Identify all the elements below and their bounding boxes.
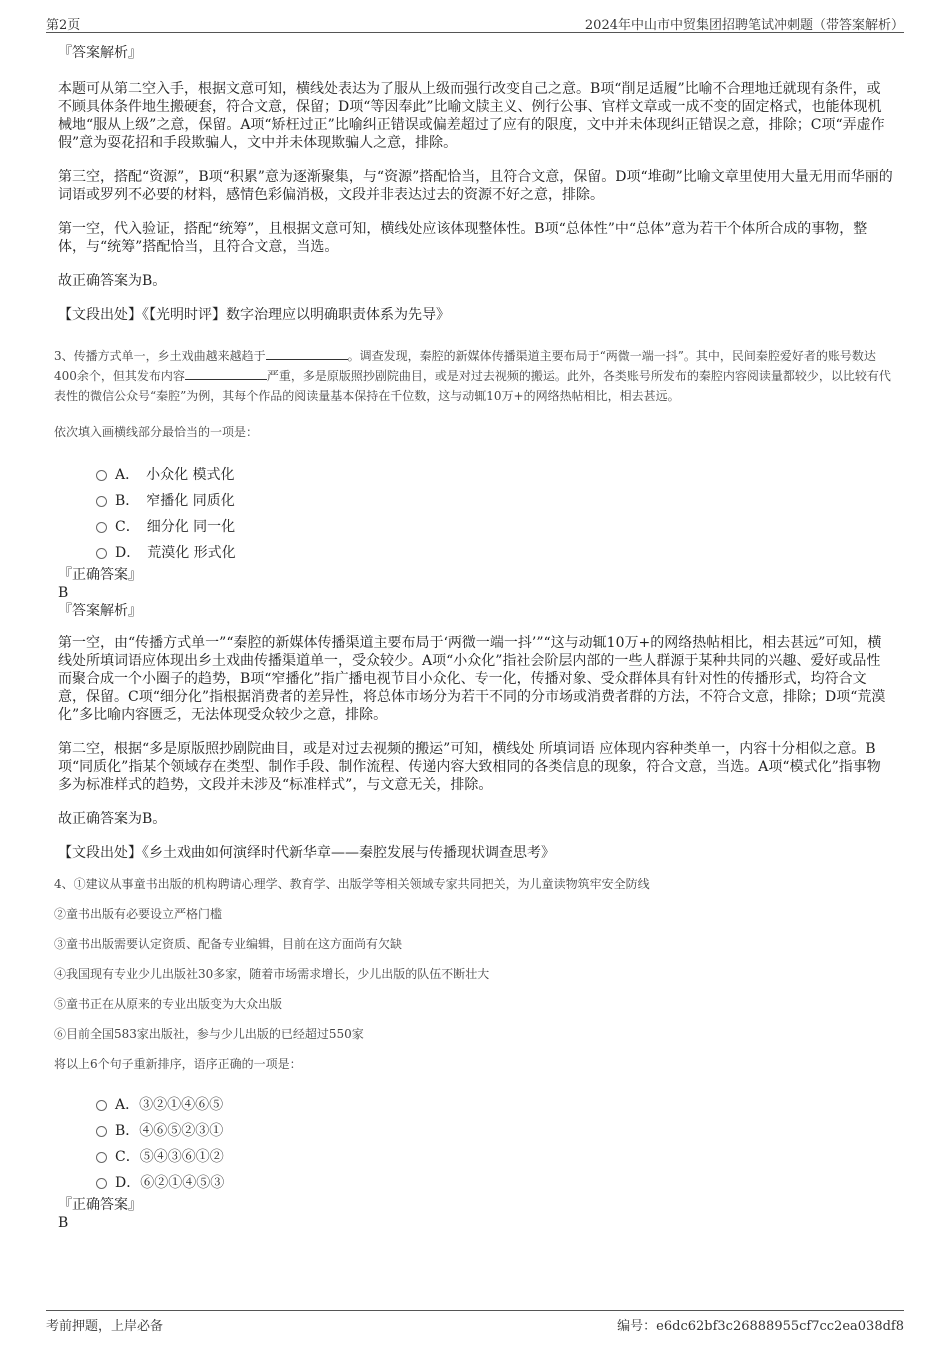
q2-analysis-para: 第三空，搭配“资源”，B项“积累”意为逐渐聚集，与“资源”搭配恰当，且符合文意，保留。D项“堆砌”比喻文章里使用大量无用而华丽的词语或罗列不必要的材料，感情色彩偏消极，文段并非表达过去的资源不好之意，排除。	[58, 169, 893, 203]
radio-icon[interactable]	[96, 522, 107, 533]
q2-conclusion: 故正确答案为B。	[58, 273, 167, 289]
q3-analysis-label: 『答案解析』	[58, 603, 142, 619]
q4-sentence: ⑥目前全国583家出版社，参与少儿出版的已经超过550家	[54, 1027, 364, 1041]
footer-slogan: 考前押题，上岸必备	[46, 1319, 164, 1334]
q4-sentence: 4、①建议从事童书出版的机构聘请心理学、教育学、出版学等相关领域专家共同把关，为儿童读物筑牢安全防线	[54, 877, 650, 891]
blank-2	[185, 367, 267, 380]
q3-conclusion: 故正确答案为B。	[58, 811, 167, 827]
q3-prompt: 依次填入画横线部分最恰当的一项是：	[54, 425, 259, 439]
page-footer	[46, 1310, 904, 1334]
q3-analysis-para: 第二空，根据“多是原版照抄剧院曲目，或是对过去视频的搬运”可知，横线处 所填词语 应体现内容种类单一，内容十分相似之意。B项“同质化”指某个领域存在类型、制作手段、制作流程、传递内容大致相同的各类信息的现象，符合文意，当选。A项“模式化”指事物多为标准样式的趋势，文段并未涉及“标准样式”，与文意无关，排除。	[58, 741, 881, 793]
blank-1	[266, 347, 348, 360]
q4-option-d[interactable]: D．⑥②①④⑤③	[96, 1170, 894, 1196]
document-title: 2024年中山市中贸集团招聘笔试冲刺题（带答案解析）	[584, 18, 904, 33]
q3-option-c[interactable]: C． 细分化 同一化	[96, 514, 894, 540]
q4-options	[58, 1092, 894, 1196]
q3-source: 【文段出处】《乡土戏曲如何演绎时代新华章——秦腔发展与传播现状调查思考》	[58, 845, 555, 861]
q2-source: 【文段出处】《【光明时评】数字治理应以明确职责体系为先导》	[58, 307, 450, 323]
q4-option-c[interactable]: C．⑤④③⑥①②	[96, 1144, 894, 1170]
q3-option-b[interactable]: B． 窄播化 同质化	[96, 488, 894, 514]
q2-analysis-label: 『答案解析』	[58, 45, 142, 61]
q3-option-a[interactable]: A． 小众化 模式化	[96, 462, 894, 488]
main-content	[54, 44, 894, 1232]
q4-correct-label: 『正确答案』	[58, 1197, 142, 1213]
q3-analysis-para: 第一空，由“传播方式单一”“秦腔的新媒体传播渠道主要布局于‘两微一端一抖’”“这与动辄10万+的网络热帖相比，相去甚远”可知，横线处所填词语应体现出乡土戏曲传播渠道单一，受众较少。A项“小众化”指社会阶层内部的一些人群源于某种共同的兴趣、爱好或品性而聚合成一个小圈子的趋势，B项“窄播化”指广播电视节目小众化、专一化，传播对象、受众群体具有针对性的传播形式，均符合文意，保留。C项“细分化”指根据消费者的差异性，将总体市场分为若干不同的分市场或消费者群的方法，不符合文意，排除；D项“荒漠化”多比喻内容匮乏，无法体现受众较少之意，排除。	[58, 635, 886, 723]
q4-option-a[interactable]: A．③②①④⑥⑤	[96, 1092, 894, 1118]
radio-icon[interactable]	[96, 1152, 107, 1163]
radio-icon[interactable]	[96, 548, 107, 559]
q3-correct-label: 『正确答案』	[58, 567, 142, 583]
q3-option-d[interactable]: D． 荒漠化 形式化	[96, 540, 894, 566]
page-header	[46, 12, 904, 33]
radio-icon[interactable]	[96, 1100, 107, 1111]
q4-sentence: ④我国现有专业少儿出版社30多家，随着市场需求增长，少儿出版的队伍不断壮大	[54, 967, 490, 981]
q4-prompt: 将以上6个句子重新排序，语序正确的一项是：	[54, 1057, 302, 1071]
radio-icon[interactable]	[96, 1126, 107, 1137]
q2-analysis-para: 本题可从第二空入手，根据文意可知，横线处表达为了服从上级而强行改变自己之意。B项“削足适履”比喻不合理地迁就现有条件，或不顾具体条件地生搬硬套，符合文意，保留；D项“等因奉此”比喻文牍主义、例行公事、官样文章或一成不变的固定格式，也能体现机械地“服从上级”之意，保留。A项“矫枉过正”比喻纠正错误或偏差超过了应有的限度，文中并未体现纠正错误之意，排除；C项“弄虚作假”意为耍花招和手段欺骗人，文中并未体现欺骗人之意，排除。	[58, 81, 885, 151]
q4-sentence: ⑤童书正在从原来的专业出版变为大众出版	[54, 997, 283, 1011]
q3-options	[58, 462, 894, 566]
q3-correct-answer: B	[58, 585, 69, 601]
q4-correct-answer: B	[58, 1215, 69, 1231]
radio-icon[interactable]	[96, 496, 107, 507]
radio-icon[interactable]	[96, 470, 107, 481]
page-number: 第2页	[46, 18, 81, 33]
q4-option-b[interactable]: B．④⑥⑤②③①	[96, 1118, 894, 1144]
q4-sentence: ③童书出版需要认定资质、配备专业编辑，目前在这方面尚有欠缺	[54, 937, 403, 951]
q4-sentence: ②童书出版有必要设立严格门槛	[54, 907, 223, 921]
radio-icon[interactable]	[96, 1178, 107, 1189]
q2-analysis-para: 第一空，代入验证，搭配“统筹”，且根据文意可知，横线处应该体现整体性。B项“总体性”中“总体”意为若干个体所合成的事物，整体，与“统筹”搭配恰当，且符合文意，当选。	[58, 221, 868, 255]
document-id: 编号：e6dc62bf3c26888955cf7cc2ea038df8	[617, 1319, 904, 1334]
q3-stem: 3、传播方式单一，乡土戏曲越来越趋于 。调查发现，秦腔的新媒体传播渠道主要布局于“两微一端一抖”。其中，民间秦腔爱好者的账号数达400余个，但其发布内容 严重，多是原版照抄剧院曲目，或是对过去视频的搬运。此外，各类账号所发布的秦腔内容阅读量都较少，以比较有代表性的微信公众号“秦腔”为例，其每个作品的阅读量基本保持在千位数，这与动辄10万+的网络热帖相比，相去甚远。	[54, 349, 891, 403]
